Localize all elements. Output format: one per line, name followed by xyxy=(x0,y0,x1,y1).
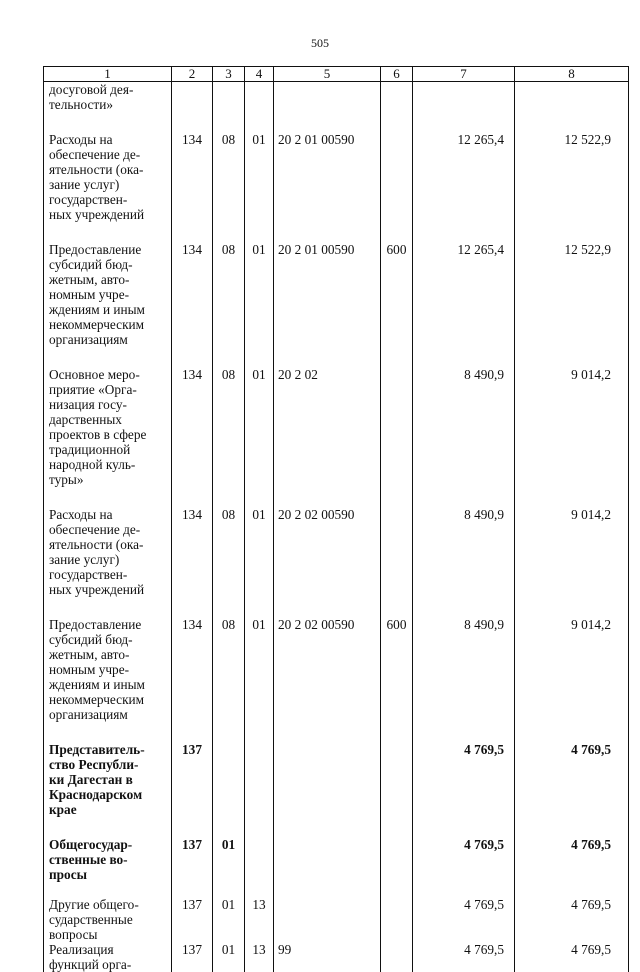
table-body xyxy=(44,82,629,972)
column-header: 1 xyxy=(44,67,172,82)
expense-type-cell xyxy=(381,112,413,222)
column-header: 8 xyxy=(515,67,629,82)
subsection-cell: 01 xyxy=(245,487,274,597)
amount-cell: 4 769,5 xyxy=(515,882,629,942)
target-code-cell: 20 2 02 xyxy=(274,347,381,487)
section-cell: 01 xyxy=(213,942,245,972)
amount-cell: 9 014,2 xyxy=(515,347,629,487)
amount-cell: 8 490,9 xyxy=(413,347,515,487)
table-row xyxy=(44,817,629,882)
table-row xyxy=(44,112,629,222)
expense-type-cell xyxy=(381,82,413,113)
code-cell: 134 xyxy=(172,222,213,347)
expense-type-cell: 600 xyxy=(381,222,413,347)
section-cell: 08 xyxy=(213,222,245,347)
amount-cell: 4 769,5 xyxy=(515,722,629,817)
code-cell: 137 xyxy=(172,882,213,942)
target-code-cell xyxy=(274,817,381,882)
subsection-cell: 13 xyxy=(245,942,274,972)
target-code-cell: 20 2 02 00590 xyxy=(274,487,381,597)
amount-cell: 4 769,5 xyxy=(413,942,515,972)
target-code-cell: 20 2 02 00590 xyxy=(274,597,381,722)
subsection-cell: 01 xyxy=(245,347,274,487)
table-row xyxy=(44,942,629,972)
amount-cell xyxy=(515,82,629,113)
item-name-cell xyxy=(44,222,172,347)
amount-cell: 9 014,2 xyxy=(515,597,629,722)
target-code-cell: 99 xyxy=(274,942,381,972)
code-cell: 134 xyxy=(172,597,213,722)
subsection-cell: 01 xyxy=(245,597,274,722)
table-row xyxy=(44,722,629,817)
expense-type-cell xyxy=(381,942,413,972)
item-name: Расходы на обеспечение де- ятельности (ока- зание услуг) государствен- ных учреждений xyxy=(49,507,170,597)
code-cell: 137 xyxy=(172,817,213,882)
column-header: 6 xyxy=(381,67,413,82)
page-number: 505 xyxy=(0,36,640,51)
amount-cell: 12 265,4 xyxy=(413,222,515,347)
subsection-cell xyxy=(245,817,274,882)
code-cell: 137 xyxy=(172,722,213,817)
amount-cell: 12 522,9 xyxy=(515,222,629,347)
column-header: 7 xyxy=(413,67,515,82)
table-row xyxy=(44,82,629,113)
table-row xyxy=(44,222,629,347)
section-cell: 01 xyxy=(213,882,245,942)
subsection-cell xyxy=(245,722,274,817)
item-name-cell xyxy=(44,597,172,722)
table-header-row xyxy=(44,67,629,82)
amount-cell: 4 769,5 xyxy=(413,722,515,817)
item-name: Предоставление субсидий бюд- жетным, авто- номным учре- ждениям и иным некоммерческим организациям xyxy=(49,617,170,722)
expense-type-cell xyxy=(381,347,413,487)
table-row xyxy=(44,597,629,722)
subsection-cell: 13 xyxy=(245,882,274,942)
item-name: Представитель- ство Республи- ки Дагестан в Краснодарском крае xyxy=(49,742,170,817)
amount-cell: 4 769,5 xyxy=(413,882,515,942)
table-row xyxy=(44,347,629,487)
column-header: 5 xyxy=(274,67,381,82)
amount-cell xyxy=(413,82,515,113)
amount-cell: 4 769,5 xyxy=(413,817,515,882)
section-cell xyxy=(213,722,245,817)
section-cell: 08 xyxy=(213,597,245,722)
item-name-cell xyxy=(44,722,172,817)
item-name-cell xyxy=(44,112,172,222)
subsection-cell: 01 xyxy=(245,222,274,347)
item-name: Предоставление субсидий бюд- жетным, авто- номным учре- ждениям и иным некоммерческим организациям xyxy=(49,242,170,347)
item-name-cell xyxy=(44,882,172,942)
code-cell: 134 xyxy=(172,347,213,487)
item-name-cell xyxy=(44,347,172,487)
item-name: Реализация функций орга- xyxy=(49,942,170,972)
amount-cell: 12 265,4 xyxy=(413,112,515,222)
expense-type-cell xyxy=(381,487,413,597)
amount-cell: 4 769,5 xyxy=(515,817,629,882)
section-cell xyxy=(213,82,245,113)
item-name-cell xyxy=(44,487,172,597)
code-cell: 134 xyxy=(172,487,213,597)
amount-cell: 9 014,2 xyxy=(515,487,629,597)
target-code-cell xyxy=(274,722,381,817)
target-code-cell: 20 2 01 00590 xyxy=(274,112,381,222)
item-name-cell xyxy=(44,817,172,882)
item-name: досуговой дея- тельности» xyxy=(49,82,170,112)
code-cell xyxy=(172,82,213,113)
column-header: 3 xyxy=(213,67,245,82)
column-header: 2 xyxy=(172,67,213,82)
target-code-cell xyxy=(274,882,381,942)
table-row xyxy=(44,882,629,942)
table-row xyxy=(44,487,629,597)
section-cell: 01 xyxy=(213,817,245,882)
target-code-cell: 20 2 01 00590 xyxy=(274,222,381,347)
amount-cell: 12 522,9 xyxy=(515,112,629,222)
code-cell: 134 xyxy=(172,112,213,222)
subsection-cell: 01 xyxy=(245,112,274,222)
expense-type-cell xyxy=(381,817,413,882)
item-name: Другие общего- сударственные вопросы xyxy=(49,897,170,942)
item-name: Основное меро- приятие «Орга- низация госу- дарственных проектов в сфере традиционной народной куль- туры» xyxy=(49,367,170,487)
expense-type-cell xyxy=(381,722,413,817)
target-code-cell xyxy=(274,82,381,113)
subsection-cell xyxy=(245,82,274,113)
section-cell: 08 xyxy=(213,347,245,487)
amount-cell: 4 769,5 xyxy=(515,942,629,972)
section-cell: 08 xyxy=(213,112,245,222)
expense-type-cell: 600 xyxy=(381,597,413,722)
amount-cell: 8 490,9 xyxy=(413,487,515,597)
item-name: Общегосудар- ственные во- просы xyxy=(49,837,170,882)
amount-cell: 8 490,9 xyxy=(413,597,515,722)
code-cell: 137 xyxy=(172,942,213,972)
item-name-cell xyxy=(44,942,172,972)
item-name: Расходы на обеспечение де- ятельности (ока- зание услуг) государствен- ных учреждений xyxy=(49,132,170,222)
item-name-cell xyxy=(44,82,172,113)
section-cell: 08 xyxy=(213,487,245,597)
budget-table xyxy=(43,66,629,972)
column-header: 4 xyxy=(245,67,274,82)
expense-type-cell xyxy=(381,882,413,942)
